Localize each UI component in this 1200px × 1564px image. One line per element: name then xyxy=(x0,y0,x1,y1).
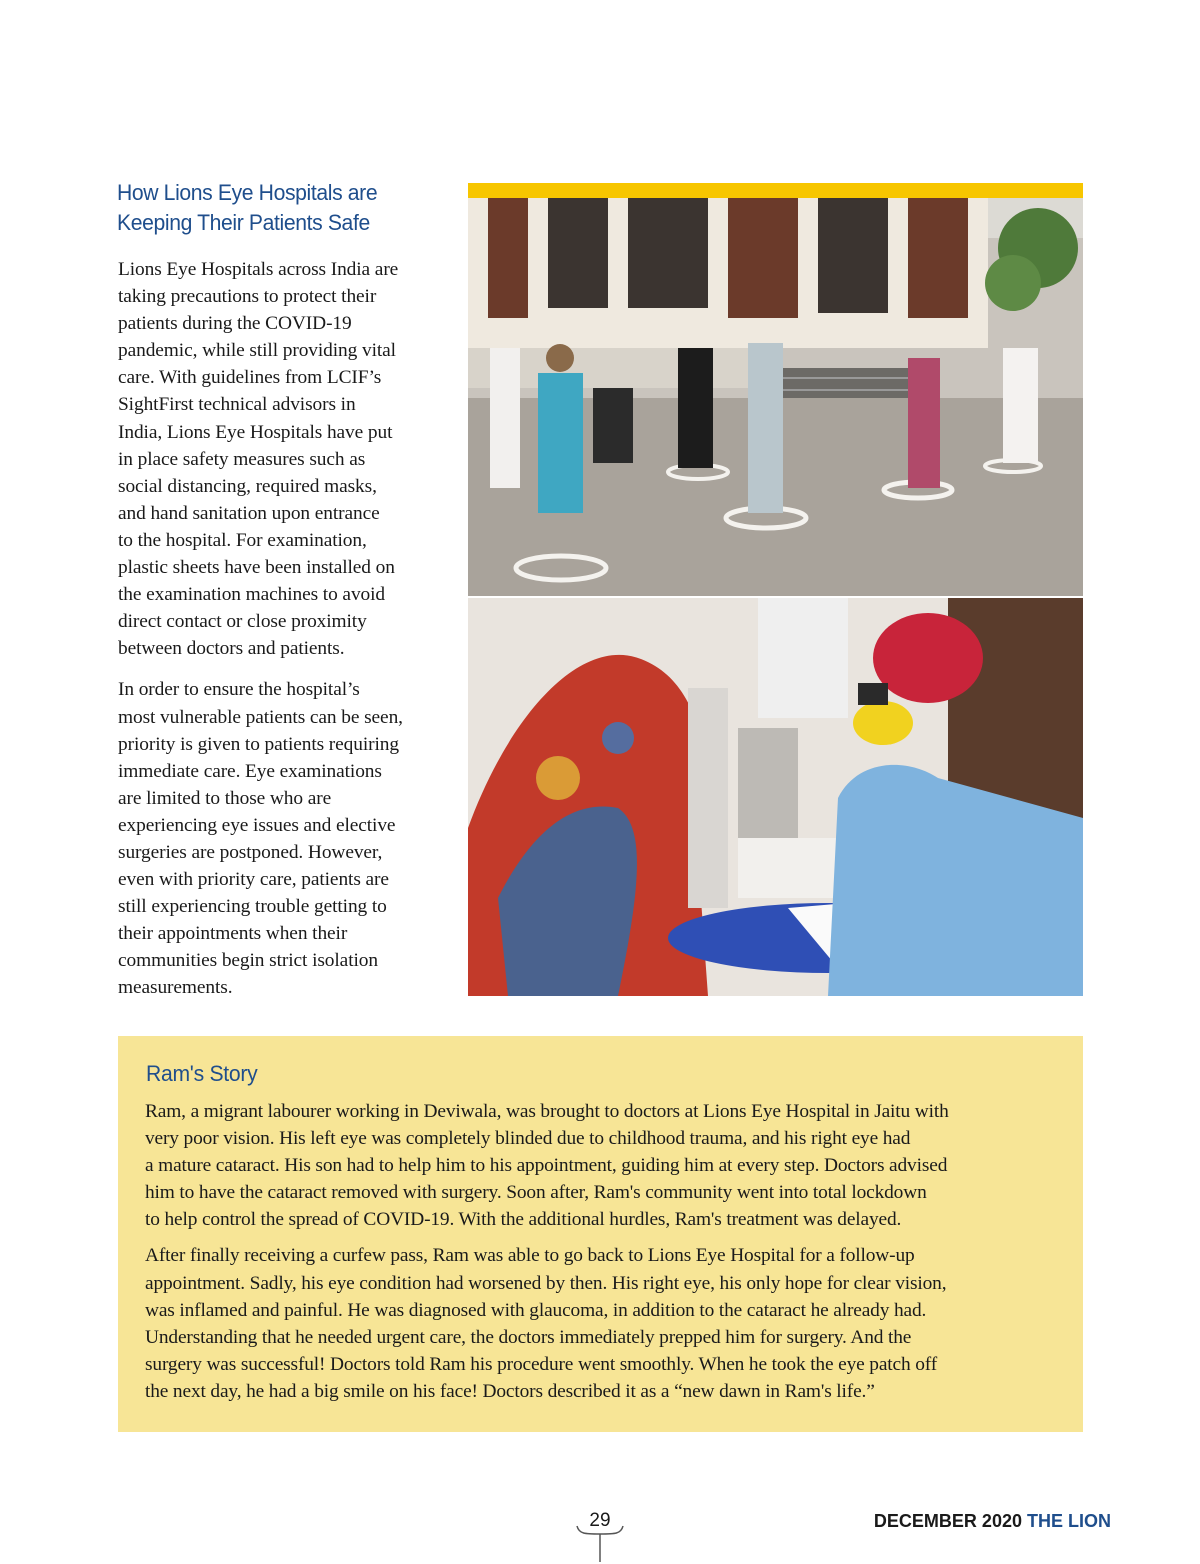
text-line: communities begin strict isolation xyxy=(118,950,378,972)
text-line: appointment. Sadly, his eye condition had worsened by then. His right eye, his only hope for clear vision, xyxy=(145,1272,947,1294)
text-line: the examination machines to avoid xyxy=(118,584,386,606)
story-body xyxy=(145,1098,1065,1414)
text-line: plastic sheets have been installed on xyxy=(118,557,395,579)
text-line: pandemic, while still providing vital xyxy=(118,340,396,362)
text-line: direct contact or close proximity xyxy=(118,611,367,633)
section-heading-line-1: How Lions Eye Hospitals are xyxy=(117,180,378,205)
story-paragraph-1 xyxy=(145,1098,1065,1233)
text-line: Ram, a migrant labourer working in Deviwala, was brought to doctors at Lions Eye Hospital in Jaitu with xyxy=(145,1101,949,1122)
text-line: patients during the COVID-19 xyxy=(118,313,352,335)
text-line: India, Lions Eye Hospitals have put xyxy=(118,421,393,443)
text-line: surgery was successful! Doctors told Ram his procedure went smoothly. When he took the eye patch off xyxy=(145,1353,938,1375)
text-line: to the hospital. For examination, xyxy=(118,529,367,551)
text-line: care. With guidelines from LCIF’s xyxy=(118,367,382,389)
text-line: between doctors and patients. xyxy=(118,638,345,660)
text-line: him to have the cataract removed with surgery. Soon after, Ram's community went into total lockdown xyxy=(145,1182,927,1204)
text-line: immediate care. Eye examinations xyxy=(118,760,382,782)
text-line: still experiencing trouble getting to xyxy=(118,896,387,918)
footer-issue xyxy=(874,1511,1111,1532)
text-line: priority is given to patients requiring xyxy=(118,733,399,755)
text-line: Lions Eye Hospitals across India are xyxy=(118,259,399,280)
text-line: and hand sanitation upon entrance xyxy=(118,502,380,524)
text-line: most vulnerable patients can be seen, xyxy=(118,706,403,728)
text-line: Understanding that he needed urgent care, the doctors immediately prepped him for surgery. And the xyxy=(145,1326,912,1348)
story-paragraph-2 xyxy=(145,1242,1065,1405)
text-line: even with priority care, patients are xyxy=(118,869,389,891)
text-line: to help control the spread of COVID-19. With the additional hurdles, Ram's treatment was delayed. xyxy=(145,1209,902,1231)
intro-paragraph-2 xyxy=(118,676,448,1001)
text-line: was inflamed and painful. He was diagnosed with glaucoma, in addition to the cataract he already had. xyxy=(145,1299,927,1321)
text-line: experiencing eye issues and elective xyxy=(118,814,396,836)
accent-bar xyxy=(468,183,1083,198)
text-line: SightFirst technical advisors in xyxy=(118,394,356,416)
story-title: Ram's Story xyxy=(146,1061,258,1086)
page-number: 29 xyxy=(589,1510,611,1531)
intro-paragraph-1 xyxy=(118,256,448,662)
text-line: In order to ensure the hospital’s xyxy=(118,679,360,701)
intro-column xyxy=(118,256,448,1016)
eye-examination-photo xyxy=(468,598,1083,996)
text-line: a mature cataract. His son had to help him to his appointment, guiding him at every step. Doctors advised xyxy=(145,1155,948,1177)
patients-social-distancing-photo xyxy=(468,198,1083,596)
text-line: very poor vision. His left eye was completely blinded due to childhood trauma, and his right eye had xyxy=(145,1128,911,1150)
section-heading xyxy=(117,178,427,238)
page-number-bracket-icon xyxy=(575,1524,625,1564)
text-line: social distancing, required masks, xyxy=(118,475,377,497)
text-line: are limited to those who are xyxy=(118,787,332,809)
text-line: After finally receiving a curfew pass, Ram was able to go back to Lions Eye Hospital for a follow-up xyxy=(145,1245,915,1267)
section-heading-line-2: Keeping Their Patients Safe xyxy=(117,210,370,235)
text-line: measurements. xyxy=(118,977,233,999)
text-line: taking precautions to protect their xyxy=(118,286,377,308)
text-line: surgeries are postponed. However, xyxy=(118,841,383,863)
footer-date: DECEMBER 2020 xyxy=(873,1511,1022,1531)
text-line: in place safety measures such as xyxy=(118,448,366,470)
text-line: their appointments when their xyxy=(118,923,348,945)
footer-magazine-name: THE LION xyxy=(1027,1511,1111,1531)
text-line: the next day, he had a big smile on his face! Doctors described it as a “new dawn in Ram's life.” xyxy=(145,1380,875,1402)
